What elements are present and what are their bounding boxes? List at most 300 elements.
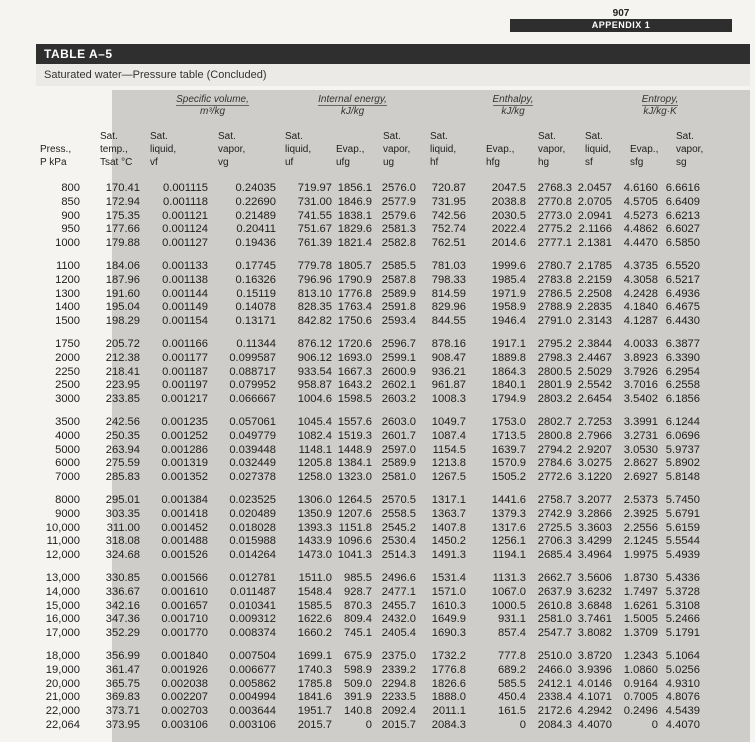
table-cell: 4.3058 xyxy=(623,273,658,286)
table-cell: 0.16326 xyxy=(235,273,276,286)
table-cell: 5.4336 xyxy=(665,571,700,584)
table-cell: 2022.4 xyxy=(491,223,526,236)
table-cell: 908.47 xyxy=(431,351,466,364)
table-cell: 0.001133 xyxy=(162,259,208,272)
table-row xyxy=(0,572,755,586)
table-cell: 2530.4 xyxy=(381,535,416,548)
table-cell: 0.020489 xyxy=(229,507,276,520)
table-cell: 4.5273 xyxy=(623,209,658,222)
column-header-line: hf xyxy=(430,157,439,168)
table-cell: 1713.5 xyxy=(491,429,526,442)
table-cell: 0.003106 xyxy=(161,718,208,731)
table-cell: 2.3925 xyxy=(623,507,658,520)
table-cell: 1846.9 xyxy=(337,195,372,208)
table-cell: 1448.9 xyxy=(337,443,372,456)
table-cell: 2603.0 xyxy=(381,415,416,428)
table-cell: 4.4862 xyxy=(623,223,658,236)
table-row xyxy=(0,508,755,522)
table-cell: 2496.6 xyxy=(381,571,416,584)
table-cell: 876.12 xyxy=(297,337,332,350)
table-cell: 170.41 xyxy=(105,182,140,194)
table-cell: 0.001286 xyxy=(161,443,208,456)
table-cell: 2.6454 xyxy=(577,393,612,406)
table-cell: 6.0696 xyxy=(665,429,700,442)
table-cell: 7000 xyxy=(55,471,80,484)
table-row xyxy=(0,705,755,719)
column-header-line: Press., xyxy=(40,144,72,155)
table-cell: 3.3991 xyxy=(623,415,658,428)
column-header xyxy=(676,130,703,169)
table-cell: 1693.0 xyxy=(337,351,372,364)
table-cell: 1194.1 xyxy=(492,549,526,562)
table-cell: 2803.2 xyxy=(537,393,572,406)
table-cell: 2772.6 xyxy=(537,471,572,484)
table-cell: 900 xyxy=(61,209,80,222)
table-cell: 0.13171 xyxy=(235,315,276,328)
column-header-line: ufg xyxy=(336,157,350,168)
table-cell: 2250 xyxy=(55,365,80,378)
table-cell: 0.001657 xyxy=(161,599,208,612)
table-cell: 1041.3 xyxy=(337,549,372,562)
table-row xyxy=(0,586,755,600)
table-cell: 195.04 xyxy=(105,301,140,314)
table-cell: 2.7253 xyxy=(577,415,612,428)
column-header-line: Tsat °C xyxy=(100,157,133,168)
table-cell: 15,000 xyxy=(45,599,80,612)
table-cell: 4.4470 xyxy=(623,237,658,250)
table-cell: 2466.0 xyxy=(537,663,572,676)
table-cell: 2587.8 xyxy=(381,273,416,286)
table-cell: 1441.6 xyxy=(491,493,526,506)
table-cell: 1.7497 xyxy=(623,585,658,598)
table-cell: 1917.1 xyxy=(491,337,526,350)
column-header-line: liquid, xyxy=(430,144,457,155)
table-cell: 1570.9 xyxy=(491,457,526,470)
table-row xyxy=(0,471,755,485)
table-cell: 2.2508 xyxy=(577,287,612,300)
table-cell: 19,000 xyxy=(45,663,80,676)
table-cell: 6.1244 xyxy=(665,415,700,428)
table-row xyxy=(0,182,755,196)
table-cell: 0.018028 xyxy=(229,521,276,534)
table-cell: 0.20411 xyxy=(236,223,276,236)
column-header xyxy=(585,130,611,169)
table-cell: 3.3603 xyxy=(577,521,612,534)
table-cell: 2.8627 xyxy=(623,457,658,470)
table-cell: 2038.8 xyxy=(491,195,526,208)
table-cell: 3.4299 xyxy=(577,535,612,548)
table-cell: 798.33 xyxy=(431,273,466,286)
table-cell: 598.9 xyxy=(344,663,372,676)
table-cell: 0.001197 xyxy=(162,379,208,392)
table-cell: 187.96 xyxy=(105,273,140,286)
table-cell: 0.001118 xyxy=(163,195,208,208)
table-row xyxy=(0,379,755,393)
table-cell: 2.0941 xyxy=(577,209,612,222)
table-cell: 2600.9 xyxy=(381,365,416,378)
column-header-line: Sat. xyxy=(430,131,448,142)
table-cell: 21,000 xyxy=(45,691,80,704)
table-cell: 2601.7 xyxy=(381,429,416,442)
table-cell: 295.01 xyxy=(105,493,140,506)
table-cell: 2610.8 xyxy=(537,599,572,612)
table-cell: 0.032449 xyxy=(229,457,276,470)
table-cell: 22,000 xyxy=(45,705,80,718)
table-cell: 1548.4 xyxy=(297,585,332,598)
table-cell: 906.12 xyxy=(297,351,332,364)
table-cell: 2.1785 xyxy=(577,259,612,272)
table-cell: 356.99 xyxy=(105,649,140,662)
table-cell: 6.3390 xyxy=(665,351,700,364)
table-row xyxy=(0,237,755,251)
table-row xyxy=(0,522,755,536)
table-cell: 0.049779 xyxy=(229,429,276,442)
table-cell: 2.3143 xyxy=(577,315,612,328)
table-cell: 0.088717 xyxy=(229,365,276,378)
table-cell: 0.001488 xyxy=(161,535,208,548)
table-cell: 1946.4 xyxy=(491,315,526,328)
table-cell: 2585.5 xyxy=(381,259,416,272)
table-cell: 250.35 xyxy=(105,429,140,442)
table-cell: 2172.6 xyxy=(537,705,572,718)
table-cell: 1790.9 xyxy=(337,273,372,286)
table-cell: 1753.0 xyxy=(491,415,526,428)
table-cell: 2800.5 xyxy=(537,365,572,378)
table-cell: 16,000 xyxy=(45,613,80,626)
table-cell: 1864.3 xyxy=(491,365,526,378)
table-cell: 1317.1 xyxy=(431,493,466,506)
table-cell: 0.001710 xyxy=(161,613,208,626)
table-cell: 0.066667 xyxy=(229,393,276,406)
table-cell: 4.4070 xyxy=(665,718,700,731)
table-cell: 223.95 xyxy=(105,379,140,392)
column-header-line: sf xyxy=(585,157,593,168)
table-cell: 4.5439 xyxy=(665,705,700,718)
table-cell: 2015.7 xyxy=(297,718,332,731)
table-cell: 1511.0 xyxy=(298,571,332,584)
table-cell: 285.83 xyxy=(105,471,140,484)
table-row xyxy=(0,664,755,678)
column-header-line: liquid, xyxy=(150,144,177,155)
table-cell: 3.8923 xyxy=(623,351,658,364)
table-cell: 1207.6 xyxy=(337,507,372,520)
table-cell: 800 xyxy=(61,182,80,194)
table-cell: 175.35 xyxy=(105,209,140,222)
table-cell: 18,000 xyxy=(45,649,80,662)
column-header-line xyxy=(630,130,658,143)
table-cell: 958.87 xyxy=(297,379,332,392)
table-cell: 2014.6 xyxy=(491,237,526,250)
table-cell: 689.2 xyxy=(498,663,526,676)
table-cell: 2510.0 xyxy=(537,649,572,662)
table-cell: 870.3 xyxy=(344,599,372,612)
table-cell: 3.0275 xyxy=(577,457,612,470)
table-cell: 3.2077 xyxy=(577,493,612,506)
table-cell: 0.2496 xyxy=(623,705,658,718)
table-cell: 2.4467 xyxy=(577,351,612,364)
column-header xyxy=(383,130,410,169)
table-cell: 2581.0 xyxy=(381,471,416,484)
table-cell: 0.19436 xyxy=(235,237,276,250)
column-header xyxy=(218,130,245,169)
column-header-line: vapor, xyxy=(538,144,566,155)
table-cell: 3.7926 xyxy=(623,365,658,378)
table-cell: 1350.9 xyxy=(297,507,332,520)
table-cell: 6.5850 xyxy=(665,237,700,250)
column-header xyxy=(40,130,71,169)
table-cell: 878.16 xyxy=(431,337,466,350)
table-cell: 5.7450 xyxy=(665,493,700,506)
table-cell: 2514.3 xyxy=(381,549,416,562)
table-cell: 2596.7 xyxy=(381,337,416,350)
table-cell: 1.8730 xyxy=(623,571,658,584)
table-row xyxy=(0,691,755,705)
table-cell: 731.95 xyxy=(431,195,466,208)
table-cell: 2.7966 xyxy=(577,429,612,442)
table-cell: 1805.7 xyxy=(337,259,372,272)
table-cell: 318.08 xyxy=(105,535,140,548)
table-cell: 2801.9 xyxy=(537,379,572,392)
table-cell: 311.00 xyxy=(106,521,140,534)
table-cell: 2.2835 xyxy=(577,301,612,314)
table-cell: 0.24035 xyxy=(235,182,276,194)
table-cell: 2576.0 xyxy=(381,182,416,194)
table-cell: 0.001319 xyxy=(161,457,208,470)
table-cell: 829.96 xyxy=(431,301,466,314)
table-cell: 0.17745 xyxy=(235,259,276,272)
table-cell: 0.023525 xyxy=(229,493,276,506)
table-cell: 263.94 xyxy=(105,443,140,456)
column-header-line: Sat. xyxy=(285,131,303,142)
table-cell: 0.001526 xyxy=(161,549,208,562)
table-cell: 1100 xyxy=(55,259,80,272)
table-cell: 1785.8 xyxy=(297,677,332,690)
table-cell: 2.1245 xyxy=(623,535,658,548)
table-cell: 161.5 xyxy=(498,705,526,718)
table-cell: 731.00 xyxy=(297,195,332,208)
table-cell: 6.3877 xyxy=(665,337,700,350)
table-cell: 2.9207 xyxy=(577,443,612,456)
table-cell: 1840.1 xyxy=(491,379,526,392)
table-cell: 212.38 xyxy=(105,351,140,364)
table-cell: 242.56 xyxy=(105,415,140,428)
column-header-line: uf xyxy=(285,157,294,168)
table-title: TABLE A–5 xyxy=(36,44,750,64)
table-row xyxy=(0,352,755,366)
table-row xyxy=(0,613,755,627)
table-cell: 1.9975 xyxy=(623,549,658,562)
table-cell: 275.59 xyxy=(105,457,140,470)
table-cell: 2637.9 xyxy=(537,585,572,598)
table-cell: 347.36 xyxy=(105,613,140,626)
table-cell: 1205.8 xyxy=(297,457,332,470)
table-cell: 2685.4 xyxy=(537,549,572,562)
table-cell: 2768.3 xyxy=(537,182,572,194)
table-cell: 17,000 xyxy=(45,627,80,640)
table-cell: 1971.9 xyxy=(491,287,526,300)
table-cell: 5.5544 xyxy=(665,535,700,548)
table-cell: 1450.2 xyxy=(431,535,466,548)
table-cell: 1323.0 xyxy=(337,471,372,484)
table-cell: 0.006677 xyxy=(229,663,276,676)
table-cell: 0.001418 xyxy=(161,507,208,520)
table-cell: 8000 xyxy=(55,493,80,506)
table-cell: 13,000 xyxy=(45,571,80,584)
table-cell: 365.75 xyxy=(105,677,140,690)
table-row xyxy=(0,494,755,508)
column-header-line: ug xyxy=(383,157,395,168)
table-cell: 2798.3 xyxy=(537,351,572,364)
table-row xyxy=(0,600,755,614)
group-header-internal-energy xyxy=(290,94,415,118)
table-cell: 0.001352 xyxy=(161,471,208,484)
table-cell: 813.10 xyxy=(297,287,332,300)
table-cell: 184.06 xyxy=(105,259,140,272)
table-cell: 1045.4 xyxy=(297,415,332,428)
table-cell: 0.9164 xyxy=(623,677,658,690)
table-cell: 3.2731 xyxy=(623,429,658,442)
table-cell: 1317.6 xyxy=(491,521,526,534)
table-cell: 2800.8 xyxy=(537,429,572,442)
table-cell: 0.057061 xyxy=(229,415,276,428)
table-cell: 1557.6 xyxy=(337,415,372,428)
table-cell: 1826.6 xyxy=(431,677,466,690)
group-label: Enthalpy, xyxy=(492,94,534,105)
table-cell: 179.88 xyxy=(105,237,140,250)
table-cell: 1.3709 xyxy=(623,627,658,640)
table-cell: 842.82 xyxy=(297,315,332,328)
table-cell: 6.6616 xyxy=(665,182,700,194)
table-cell: 796.96 xyxy=(297,273,332,286)
table-cell: 928.7 xyxy=(344,585,372,598)
table-cell: 1610.3 xyxy=(431,599,466,612)
table-cell: 2405.4 xyxy=(381,627,416,640)
table-cell: 781.03 xyxy=(431,259,466,272)
table-cell: 140.8 xyxy=(344,705,372,718)
table-cell: 1096.6 xyxy=(337,535,372,548)
table-cell: 2742.9 xyxy=(537,507,572,520)
table-cell: 2758.7 xyxy=(537,493,572,506)
table-cell: 0.001121 xyxy=(162,209,208,222)
table-cell: 2582.8 xyxy=(381,237,416,250)
table-cell: 1639.7 xyxy=(491,443,526,456)
table-cell: 0.21489 xyxy=(235,209,276,222)
table-cell: 5.1791 xyxy=(665,627,700,640)
table-cell: 1794.9 xyxy=(491,393,526,406)
table-cell: 1571.0 xyxy=(431,585,466,598)
table-cell: 1000.5 xyxy=(491,599,526,612)
table-cell: 777.8 xyxy=(498,649,526,662)
table-cell: 2795.2 xyxy=(537,337,572,350)
table-cell: 2.2159 xyxy=(577,273,612,286)
table-cell: 3.7016 xyxy=(623,379,658,392)
table-row xyxy=(0,260,755,274)
table-row xyxy=(0,288,755,302)
column-header-line: sfg xyxy=(630,157,644,168)
table-cell: 0.014264 xyxy=(229,549,276,562)
table-cell: 742.56 xyxy=(431,209,466,222)
table-row xyxy=(0,196,755,210)
table-cell: 2015.7 xyxy=(381,718,416,731)
table-cell: 0.001149 xyxy=(162,301,208,314)
table-cell: 3.5606 xyxy=(577,571,612,584)
table-cell: 1213.8 xyxy=(431,457,466,470)
table-row xyxy=(0,315,755,329)
table-cell: 1433.9 xyxy=(297,535,332,548)
table-cell: 2.2556 xyxy=(623,521,658,534)
table-cell: 0.002038 xyxy=(161,677,208,690)
table-cell: 1148.1 xyxy=(298,443,332,456)
table-cell: 1300 xyxy=(55,287,80,300)
table-cell: 0.007504 xyxy=(229,649,276,662)
table-row xyxy=(0,650,755,664)
table-row xyxy=(0,393,755,407)
table-cell: 0.015988 xyxy=(229,535,276,548)
table-cell: 2593.4 xyxy=(381,315,416,328)
table-subtitle: Saturated water—Pressure table (Concluded) xyxy=(36,64,750,86)
page-number: 907 xyxy=(612,8,630,19)
table-cell: 2591.8 xyxy=(381,301,416,314)
table-cell: 3.2866 xyxy=(577,507,612,520)
table-cell: 2597.0 xyxy=(381,443,416,456)
table-cell: 2092.4 xyxy=(381,705,416,718)
table-cell: 1519.3 xyxy=(337,429,372,442)
table-cell: 5.6791 xyxy=(665,507,700,520)
table-cell: 0.001124 xyxy=(162,223,208,236)
column-header-line: Sat. xyxy=(676,131,694,142)
table-cell: 0.001452 xyxy=(161,521,208,534)
table-cell: 330.85 xyxy=(105,571,140,584)
table-cell: 1821.4 xyxy=(337,237,372,250)
table-cell: 0.001217 xyxy=(161,393,208,406)
table-cell: 761.39 xyxy=(297,237,332,250)
table-cell: 3.6848 xyxy=(577,599,612,612)
table-cell: 0.039448 xyxy=(229,443,276,456)
table-cell: 0.001235 xyxy=(161,415,208,428)
table-cell: 2788.9 xyxy=(537,301,572,314)
table-cell: 0.005862 xyxy=(229,677,276,690)
table-cell: 5.3728 xyxy=(665,585,700,598)
column-header-line: hg xyxy=(538,157,550,168)
table-cell: 6.2954 xyxy=(665,365,700,378)
table-cell: 1750 xyxy=(55,337,80,350)
table-cell: 177.66 xyxy=(105,223,140,236)
table-cell: 2558.5 xyxy=(381,507,416,520)
table-body xyxy=(0,182,755,733)
table-cell: 814.59 xyxy=(431,287,466,300)
table-cell: 1776.8 xyxy=(431,663,466,676)
table-cell: 3.6232 xyxy=(577,585,612,598)
table-cell: 6.5520 xyxy=(665,259,700,272)
table-cell: 391.9 xyxy=(344,691,372,704)
table-cell: 1585.5 xyxy=(297,599,332,612)
table-cell: 1379.3 xyxy=(491,507,526,520)
table-cell: 585.5 xyxy=(498,677,526,690)
table-cell: 2.5542 xyxy=(577,379,612,392)
table-row xyxy=(0,535,755,549)
column-header xyxy=(336,130,364,169)
table-cell: 1958.9 xyxy=(491,301,526,314)
table-cell: 2294.8 xyxy=(381,677,416,690)
column-header-line: Evap., xyxy=(630,144,659,155)
table-cell: 1000 xyxy=(55,237,80,250)
table-cell: 2662.7 xyxy=(537,571,572,584)
column-header-line: Evap., xyxy=(486,144,515,155)
table-cell: 0.001770 xyxy=(161,627,208,640)
table-cell: 2579.6 xyxy=(381,209,416,222)
table-cell: 12,000 xyxy=(45,549,80,562)
table-cell: 1067.0 xyxy=(491,585,526,598)
